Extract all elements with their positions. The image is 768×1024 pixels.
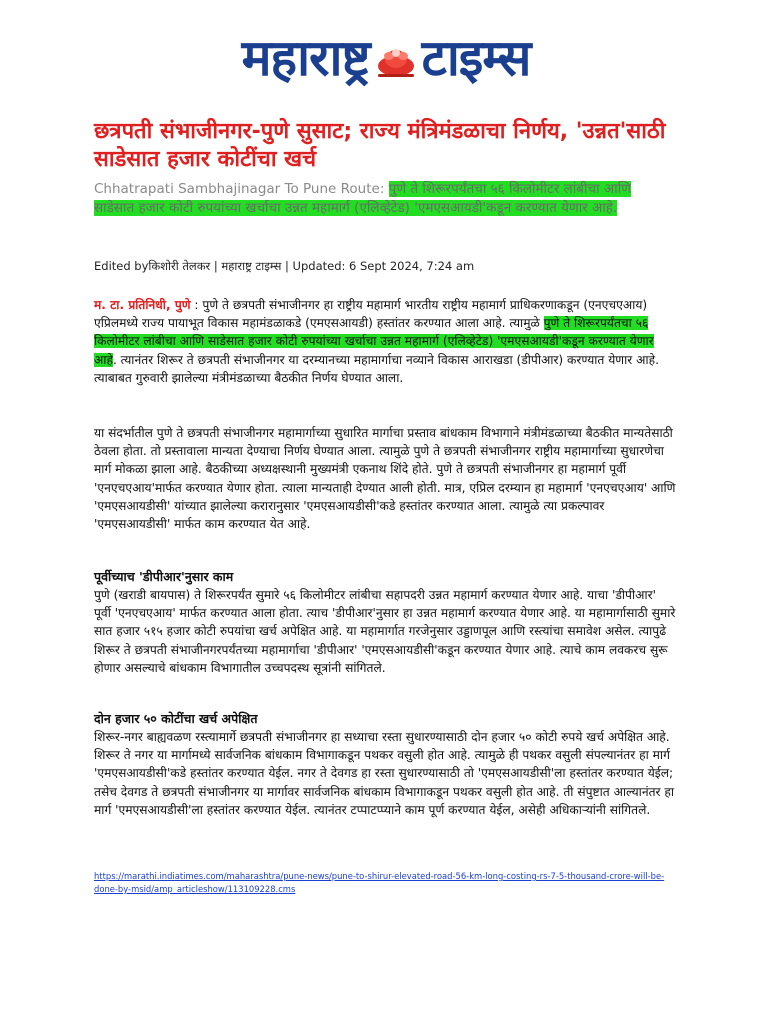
- masthead-right-word: टाइम्स: [421, 29, 531, 87]
- section-heading-cost: दोन हजार ५० कोटींचा खर्च अपेक्षित: [94, 711, 258, 726]
- dateline: म. टा. प्रतिनिधी, पुणे: [94, 298, 191, 312]
- article-byline: Edited byकिशोरी तेलकर | महाराष्ट्र टाइम्स | Updated: 6 Sept 2024, 7:24 am: [94, 259, 475, 273]
- masthead-left-word: महाराष्ट्र: [241, 29, 370, 87]
- article-title: छत्रपती संभाजीनगर-पुणे सुसाट; राज्य मंत्रिमंडळाचा निर्णय, 'उन्नत'साठी साडेसात हजार कोटींचा खर्च: [94, 119, 666, 172]
- red-flower-emblem-icon: [374, 44, 418, 80]
- paragraph-2: या संदर्भातील पुणे ते छत्रपती संभाजीनगर महामार्गाच्या सुधारित मार्गाचा प्रस्ताव बांधकाम विभागाने मंत्रीमंडळाच्या बैठकीत मान्यतेसाठी ठेवला होता. तो प्रस्तावाला मान्यता देण्याचा निर्णय घेण्यात आला. त्यामुळे पुणे ते छत्रपती संभाजीनगर राष्ट्रीय महामार्गाच्या सुधारणेचा मार्ग मोकळा झाला आहे. बैठकीच्या अध्यक्षस्थानी मुख्यमंत्री एकनाथ शिंदे होते. पुणे ते छत्रपती संभाजीनगर हा महामार्ग पूर्वी 'एनएचएआय'मार्फत करण्यात येणार होता. त्याला मान्यताही देण्यात आली होती. मात्र, एप्रिल दरम्यान हा महामार्ग 'एनएचएआय' आणि 'एमएसआयडीसी' यांच्यात झालेल्या करारानुसार 'एमएसआयडीसी'कडे हस्तांतर करण्यात आला. त्यामुळे त्या प्रकल्पावर 'एमएसआयडीसी' मार्फत काम करण्यात येत आहे.: [94, 426, 676, 532]
- paragraph-1: [94, 296, 676, 387]
- section-heading-dpr: पूर्वीच्याच 'डीपीआर'नुसार काम: [94, 569, 234, 584]
- paragraph-1-text-b: . त्यानंतर शिरूर ते छत्रपती संभाजीनगर या दरम्यानच्या महामार्गाचा नव्याने विकास आराखडा (डीपीआर) करण्यात येणार आहे. त्याबाबत गुरुवारी झालेल्या मंत्रीमंडळाच्या बैठकीत निर्णय घेण्यात आला.: [94, 352, 659, 385]
- source-url-link[interactable]: https://marathi.indiatimes.com/maharashtra/pune-news/pune-to-shirur-elevated-road-56-km-long-costing-rs-7-5-thousand-crore-will-be-done-by-msid/amp_articleshow/113109228.cms: [94, 871, 665, 894]
- paragraph-1-text-a: : पुणे ते छत्रपती संभाजीनगर हा राष्ट्रीय महामार्ग भारतीय राष्ट्रीय महामार्ग प्राधिकरणाकडून (एनएचएआय) एप्रिलमध्ये राज्य पायाभूत विकास महामंडळाकडे (एमएसआयडी) हस्तांतर करण्यात आला आहे. त्यामुळे: [94, 298, 648, 331]
- article-subtitle: [94, 180, 654, 218]
- subtitle-prefix: Chhatrapati Sambhajinagar To Pune Route:: [94, 181, 385, 197]
- masthead-logo: [126, 28, 646, 88]
- paragraph-4: शिरूर-नगर बाह्यवळण रस्त्यामार्गे छत्रपती संभाजीनगर हा सध्याचा रस्ता सुधारण्यासाठी दोन हजार ५० कोटी रुपये खर्च अपेक्षित आहे. शिरूर ते नगर या मार्गामध्ये सार्वजनिक बांधकाम विभागाकडून पथकर वसुली होत आहे. त्यामुळे ही पथकर वसुली संपल्यानंतर हा मार्ग 'एमएसआयडीसी'कडे हस्तांतर करण्यात येईल. नगर ते देवगड हा रस्ता सुधारण्यासाठी तो 'एमएसआयडीसी'ला हस्तांतर करण्यात येईल; तसेच देवगड ते छत्रपती संभाजीनगर या मार्गावर सार्वजनिक बांधकाम विभागाकडून पथकर वसुली होत आहे. ती संपुष्टात आल्यानंतर हा मार्ग 'एमएसआयडीसी'ला हस्तांतर करण्यात येईल. त्यानंतर टप्पाटप्प्याने काम पूर्ण करण्यात येईल, असेही अधिकाऱ्यांनी सांगितले.: [94, 730, 675, 817]
- subtitle-highlight: पुणे ते शिरूरपर्यंतचा ५६ किलोमीटर लांबीचा आणि साडेसात हजार कोटी रुपयांच्या खर्चाचा उन्नत महामार्ग (एलिव्हेटेड) 'एमएसआयडी'कडून करण्यात येणार आहे.: [94, 181, 631, 216]
- paragraph-3: पुणे (खराडी बायपास) ते शिरूरपर्यंत सुमारे ५६ किलोमीटर लांबीचा सहापदरी उन्नत महामार्ग करण्यात येणार आहे. याचा 'डीपीआर' पूर्वी 'एनएचएआय' मार्फत करण्यात आला होता. त्याच 'डीपीआर'नुसार हा उन्नत महामार्ग करण्यात येणार आहे. या महामार्गासाठी सुमारे सात हजार ५१५ हजार कोटी रुपयांचा खर्च अपेक्षित आहे. या महामार्गात गरजेनुसार उड्डाणपूल आणि रस्त्यांचा समावेश असेल. त्यापुढे शिरूर ते छत्रपती संभाजीनगरपर्यंतच्या महामार्गाचा 'डीपीआर' 'एमएसआयडीसी'कडून करण्यात येणार आहे. त्याचे काम लवकरच सुरू होणार असल्याचे बांधकाम विभागातील उच्चपदस्थ सूत्रांनी सांगितले.: [94, 588, 676, 675]
- paragraph-1-highlight: पुणे ते शिरूरपर्यंतचा ५६ किलोमीटर लांबीचा आणि साडेसात हजार कोटी रुपयांच्या खर्चाचा उन्नत महामार्ग (एलिव्हेटेड) 'एमएसआयडी'कडून करण्यात येणार आहे: [94, 316, 654, 367]
